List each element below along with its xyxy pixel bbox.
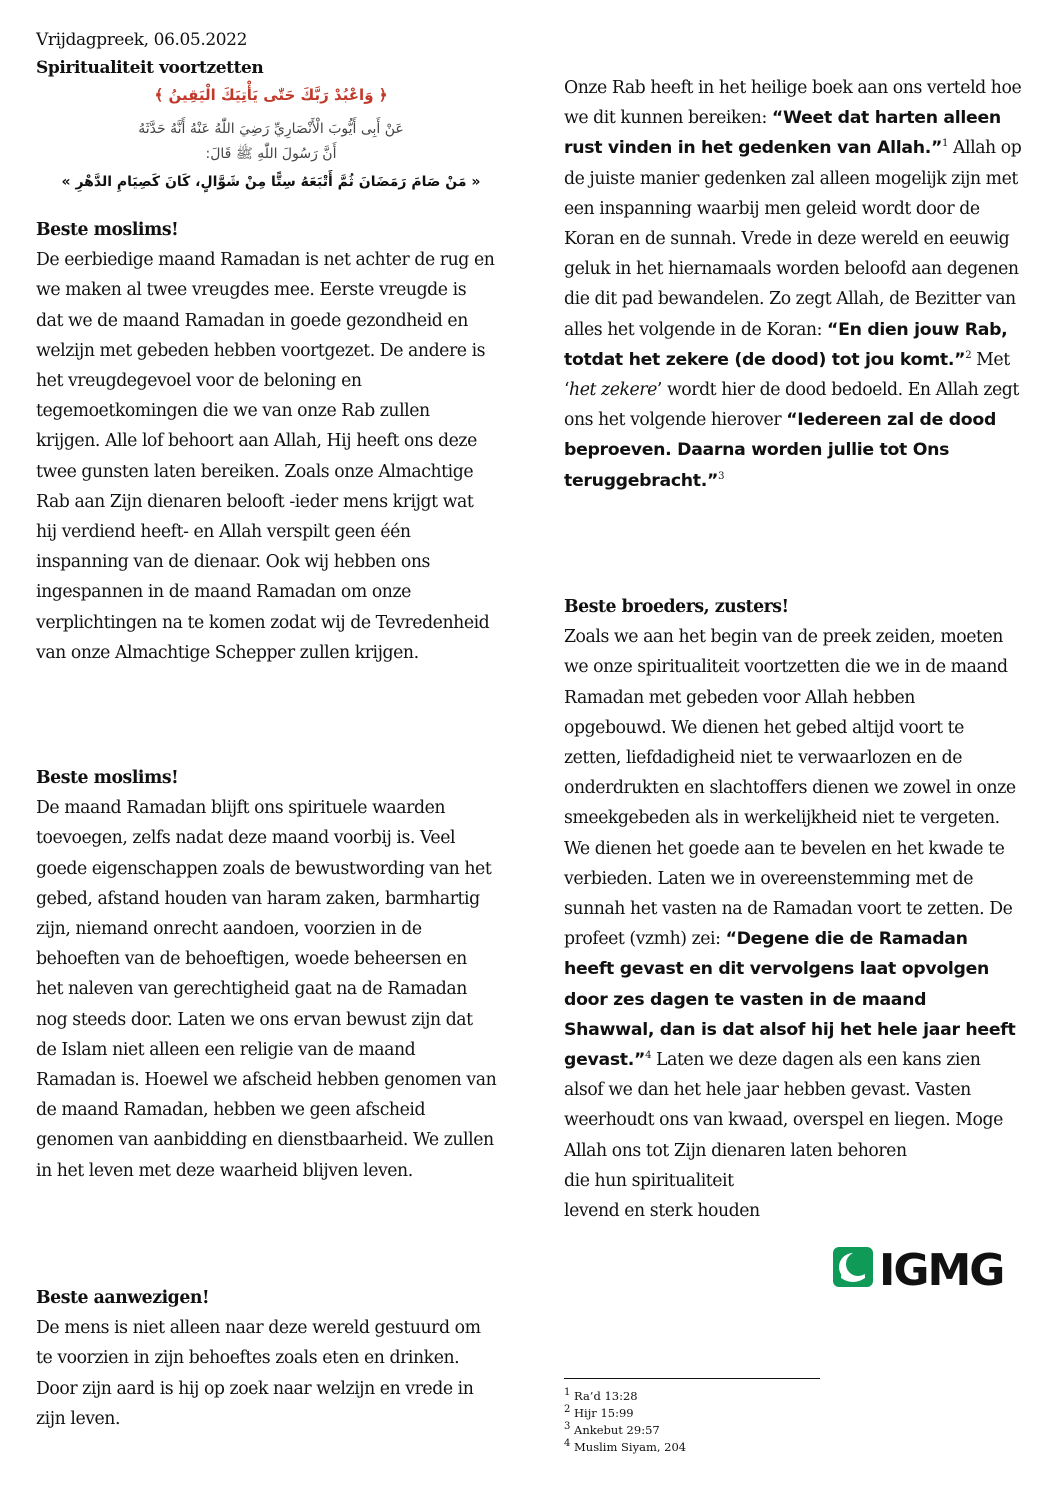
section-heading: Beste broeders, zusters! bbox=[564, 597, 789, 617]
footnote-ref: 4 bbox=[645, 1050, 652, 1062]
footnote-3 bbox=[564, 1422, 660, 1439]
paragraph-part: Met ‘ bbox=[564, 349, 1010, 401]
footnote-text: Ankebut 29:57 bbox=[574, 1423, 660, 1437]
quote-quran-2: “En dien jouw Rab, totdat het zekere (de dood) tot jou komt.” bbox=[564, 319, 1008, 370]
left-section-2 bbox=[36, 763, 498, 1186]
section-heading: Beste moslims! bbox=[36, 220, 179, 240]
paragraph-part: ’ wordt hier de dood bedoeld. En Allah zegt ons het volgende hierover bbox=[564, 380, 1019, 431]
paragraph bbox=[564, 622, 1022, 1166]
footnote-number: 2 bbox=[564, 1404, 571, 1416]
footnote-2 bbox=[564, 1405, 634, 1422]
paragraph-part: Laten we deze dagen als een kans zien alsof we dan het hele jaar hebben gevast. Vasten weerhoudt ons van kwaad, overspel en liegen. Moge Allah ons tot Zijn dienaren laten behoren bbox=[564, 1050, 1003, 1161]
footnote-number: 4 bbox=[564, 1438, 571, 1450]
hadith-line: « مَنْ صَامَ رَمَضَانَ ثُمَّ أَتْبَعَهُ سِتًّا مِنْ شَوَّالٍ، كَانَ كَصِيَامِ الدَّهْرِ » bbox=[61, 174, 481, 190]
paragraph: De maand Ramadan blijft ons spirituele waarden toevoegen, zelfs nadat deze maand voorbij is. Veel goede eigenschappen zoals de bewustwording van het gebed, afstand houden van haram zaken, barmhartig zijn, niemand onrecht aandoen, voorzien in de behoeften van de behoeftigen, woede beheersen en het naleven van gerechtigheid gaat na de Ramadan nog steeds door. Laten we ons ervan bewust zijn dat de Islam niet alleen een religie van de maand Ramadan is. Hoewel we afscheid hebben genomen van de maand Ramadan, hebben we geen afscheid genomen van aanbidding en dienstbaarheid. We zullen in het leven met deze waarheid blijven leven. bbox=[36, 798, 497, 1181]
paragraph-end-2: levend en sterk houden bbox=[564, 1201, 760, 1222]
footnote-number: 3 bbox=[564, 1421, 571, 1433]
paragraph: De eerbiedige maand Ramadan is net achter de rug en we maken al twee vreugdes mee. Eerste vreugde is dat we de maand Ramadan in goede gezondheid en welzijn met gebeden hebben voortgezet. De andere is het vreugdegevoel voor de beloning en tegemoetkomingen die we van onze Rab zullen krijgen. Alle lof behoort aan Allah, Hij heeft ons deze twee gunsten laten bereiken. Zoals onze Almachtige Rab aan Zijn dienaren belooft -ieder mens krijgt wat hij verdiend heeft- en Allah verspilt geen één inspanning van de dienaar. Ook wij hebben ons ingespannen in de maand Ramadan om onze verplichtingen na te komen zodat wij de Tevredenheid van onze Almachtige Schepper zullen krijgen. bbox=[36, 250, 495, 663]
footnote-ref: 1 bbox=[942, 138, 948, 150]
footnote-text: Hijr 15:99 bbox=[574, 1406, 634, 1420]
quote-quran-3: “Iedereen zal de dood beproeven. Daarna worden jullie tot Ons teruggebracht.” bbox=[564, 410, 997, 491]
footnote-1 bbox=[564, 1388, 638, 1405]
igmg-logo bbox=[833, 1245, 1015, 1289]
right-section-2 bbox=[564, 592, 1022, 1226]
footnote-4 bbox=[564, 1439, 686, 1456]
igmg-logo-mark bbox=[833, 1245, 1015, 1289]
quote-hadith: “Degene die de Ramadan heeft gevast en dit vervolgens laat opvolgen door zes dagen te vasten in de maand Shawwal, dan is dat alsof hij het hele jaar heeft gevast.” bbox=[564, 929, 1016, 1071]
right-section-1 bbox=[564, 73, 1022, 496]
section-heading: Beste moslims! bbox=[36, 768, 179, 788]
sermon-title: Spiritualiteit voortzetten bbox=[36, 58, 264, 78]
footnote-text: Ra’d 13:28 bbox=[574, 1389, 638, 1403]
igmg-logo-text: IGMG bbox=[879, 1245, 1004, 1289]
section-heading: Beste aanwezigen! bbox=[36, 1288, 210, 1308]
paragraph-part: Allah op de juiste manier gedenken zal alleen mogelijk zijn met een inspanning waarbij men geleid wordt door de Koran en de sunnah. Vrede in deze wereld en eeuwig geluk in het hiernamaals worden beloofd aan degenen die dit pad bewandelen. Zo zegt Allah, de Bezitter van alles het volgende in de Koran: bbox=[564, 138, 1022, 340]
hadith-text bbox=[36, 174, 506, 190]
hadith-intro-2: أَنَّ رَسُولَ اللّٰهِ ﷺ قَالَ: bbox=[205, 146, 337, 162]
hadith-intro-1: عَنْ أَبِى أَيُّوبَ الْأَنْصَارِيِّ رَضِيَ اللّٰهُ عَنْهُ أَنَّهُ حَدَّثَهُ bbox=[138, 121, 404, 137]
paragraph: De mens is niet alleen naar deze wereld gestuurd om te voorzien in zijn behoeftes zoals eten en drinken. Door zijn aard is hij op zoek naar welzijn en vrede in zijn leven. bbox=[36, 1318, 481, 1429]
paragraph-part: Onze Rab heeft in het heilige boek aan ons verteld hoe we dit kunnen bereiken: bbox=[564, 78, 1022, 129]
footnote-ref: 2 bbox=[965, 350, 972, 362]
paragraph-part: Zoals we aan het begin van de preek zeiden, moeten we onze spiritualiteit voortzetten die we in de maand Ramadan met gebeden voor Allah hebben opgebouwd. We dienen het gebed altijd voort te zetten, liefdadigheid niet te verwaarlozen en de onderdrukten en slachtoffers dienen we zowel in onze smeekgebeden als in werkelijkheid niet te vergeten. We dienen het goede aan te bevelen en het kwade te verbieden. Laten we in overeenstemming met de sunnah het vasten na de Ramadan voort te zetten. De profeet (vzmh) zei: bbox=[564, 627, 1016, 950]
footnote-ref: 3 bbox=[718, 470, 724, 482]
left-section-1 bbox=[36, 215, 498, 668]
sermon-date: Vrijdagpreek, 06.05.2022 bbox=[36, 30, 247, 50]
footnote-text: Muslim Siyam, 204 bbox=[574, 1440, 687, 1454]
footnote-number: 1 bbox=[564, 1387, 571, 1399]
left-section-3 bbox=[36, 1283, 498, 1434]
italic-term: het zekere bbox=[569, 380, 657, 401]
paragraph-end-1: die hun spiritualiteit bbox=[564, 1170, 734, 1191]
quran-verse: ﴿ وَاعْبُدْ رَبَّكَ حَتّٰى يَأْتِيَكَ الْيَقِينُ ﴾ bbox=[154, 86, 388, 104]
footnote-divider bbox=[564, 1378, 820, 1379]
quote-quran-1: “Weet dat harten alleen rust vinden in het gedenken van Allah.” bbox=[564, 108, 1001, 159]
